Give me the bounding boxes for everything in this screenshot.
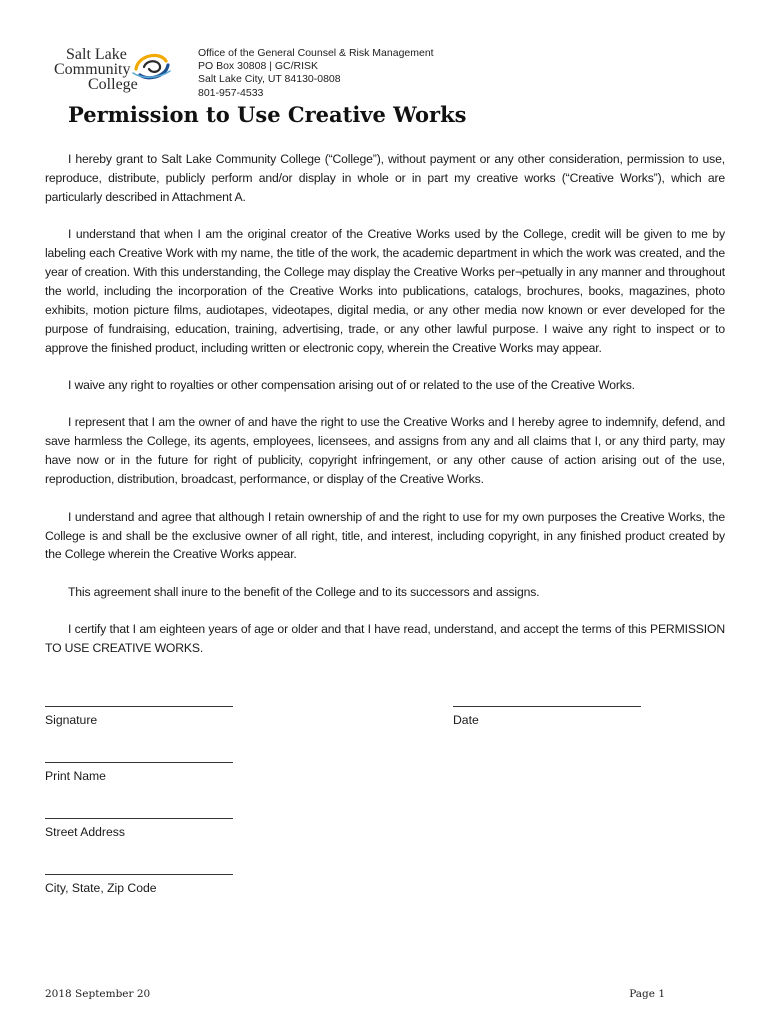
- signature-label: Signature: [45, 713, 98, 727]
- print-name-field[interactable]: [45, 762, 233, 783]
- paragraph-ownership: I understand and agree that although I retain ownership of and the right to use for my own purposes the Creative Works, the College is and shall be the exclusive owner of all right, title, and interest, including copyright, in any finished product created by the College wherein the Creative Works appear.: [45, 509, 725, 562]
- paragraph-inure: This agreement shall inure to the benefit of the College and to its successors and assigns.: [68, 584, 540, 599]
- city-state-zip-line[interactable]: [45, 874, 233, 875]
- city-state-zip-label: City, State, Zip Code: [45, 881, 157, 895]
- office-city: Salt Lake City, UT 84130-0808: [198, 73, 341, 86]
- footer-page-number: Page 1: [629, 988, 665, 1000]
- paragraph-certify: I certify that I am eighteen years of age or older and that I have read, understand, and accept the terms of this PERMISSION TO USE CREATIVE WORKS.: [45, 622, 725, 656]
- document-body: [45, 150, 725, 677]
- logo-line-3: College: [88, 76, 138, 93]
- college-logo: [54, 47, 180, 95]
- street-address-label: Street Address: [45, 825, 125, 839]
- signature-line[interactable]: [45, 706, 233, 707]
- city-state-zip-field[interactable]: [45, 874, 233, 895]
- paragraph-royalties: I waive any right to royalties or other compensation arising out of or related to the use of the Creative Works.: [68, 378, 635, 393]
- logo-line-1: Salt Lake: [66, 46, 127, 63]
- scc-swirl-icon: [130, 49, 172, 83]
- street-address-line[interactable]: [45, 818, 233, 819]
- office-address-block: [198, 47, 434, 100]
- street-address-field[interactable]: [45, 818, 233, 839]
- date-label: Date: [453, 713, 479, 727]
- paragraph-grant: I hereby grant to Salt Lake Community College (“College”), without payment or any other consideration, permission to use, reproduce, distribute, publicly perform and/or display in whole or in part my creative works (“Creative Works”), which are particularly described in Attachment A.: [45, 152, 725, 204]
- page-title: Permission to Use Creative Works: [68, 102, 467, 127]
- date-line[interactable]: [453, 706, 641, 707]
- logo-line-2: Community: [54, 61, 131, 78]
- office-po-box: PO Box 30808 | GC/RISK: [198, 60, 319, 73]
- print-name-label: Print Name: [45, 769, 106, 783]
- paragraph-indemnify: I represent that I am the owner of and have the right to use the Creative Works and I hereby agree to indemnify, defend, and save harmless the College, its agents, employees, licensees, and assigns from any and all claims that I, or any third party, may have now or in the future for right of publicity, copyright infringement, or any other cause of action arising out of the use, reproduction, distribution, broadcast, performance, or display of the Creative Works.: [45, 415, 725, 487]
- paragraph-credit: I understand that when I am the original creator of the Creative Works used by the College, credit will be given to me by labeling each Creative Work with my name, the title of the work, the academic department in which the work was created, and the year of creation. With this understanding, the College may display the Creative Works per¬petually in any manner and throughout the world, including the incorporation of the Creative Works into publications, catalogs, brochures, books, magazines, photo exhibits, motion picture films, audiotapes, videotapes, digital media, or any other media now known or ever developed for the purpose of fundraising, education, training, advertising, trade, or any other lawful purpose. I waive any right to inspect or to approve the finished product, including written or electronic copy, wherein the Creative Works may appear.: [45, 227, 725, 355]
- footer-date: 2018 September 20: [45, 988, 151, 1000]
- date-field[interactable]: [453, 706, 641, 727]
- office-phone: 801-957-4533: [198, 86, 264, 99]
- signature-field[interactable]: [45, 706, 233, 727]
- print-name-line[interactable]: [45, 762, 233, 763]
- office-name: Office of the General Counsel & Risk Management: [198, 47, 434, 59]
